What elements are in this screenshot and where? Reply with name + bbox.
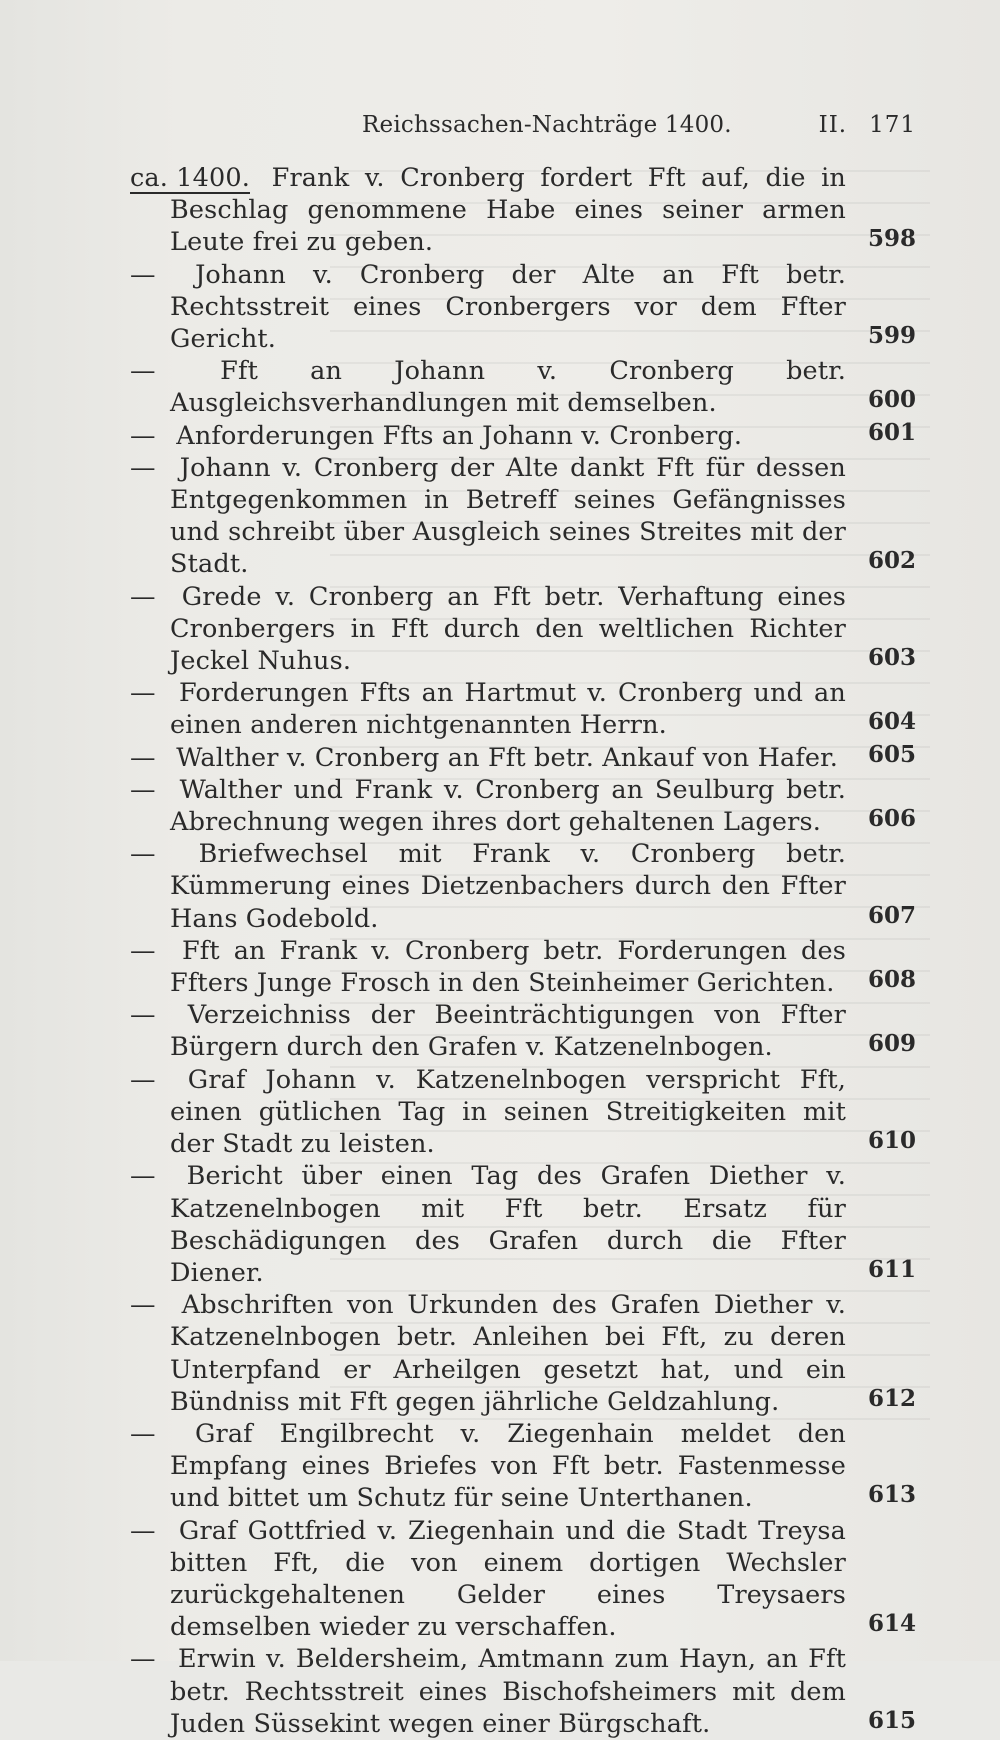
entry-text: Briefwechsel mit Frank v. Cronberg betr. Kümmerung eines Dietzenbachers durch den Ffter Hans Godebold.	[170, 839, 847, 934]
entry-number: 602	[867, 547, 916, 575]
entry-text: Grede v. Cronberg an Fft betr. Verhaftung eines Cronbergers in Fft durch den weltlichen Richter Jeckel Nuhus.	[170, 581, 846, 677]
regest-entry	[130, 1643, 916, 1740]
regest-entry	[130, 677, 916, 741]
entry-text: Forderungen Ffts an Hartmut v. Cronberg und an einen anderen nichtgenannten Herrn.	[170, 678, 846, 741]
ditto-dash: —	[130, 1290, 156, 1321]
entry-number: 599	[867, 322, 916, 350]
regest-entry	[130, 1289, 916, 1418]
entry-text: Graf Johann v. Katzenelnbogen verspricht Fft, einen gütlichen Tag in seinen Streitigkeiten mit der Stadt zu leisten.	[170, 1064, 846, 1160]
ditto-dash: —	[130, 1418, 156, 1449]
entry-number: 598	[867, 225, 916, 253]
entry-text: Bericht über einen Tag des Grafen Diether v. Katzenelnbogen mit Fft betr. Ersatz für Beschädigungen des Grafen durch die Ffter Diener.	[170, 1161, 846, 1288]
entry-text: Graf Engilbrecht v. Ziegenhain meldet den Empfang eines Briefes von Fft betr. Fastenmesse und bittet um Schutz für seine Unterthanen.	[170, 1418, 846, 1514]
entry-number: 607	[867, 901, 916, 929]
regest-entry	[130, 999, 916, 1063]
ditto-dash: —	[130, 678, 156, 709]
ditto-dash: —	[130, 742, 156, 773]
entry-number: 603	[867, 644, 916, 672]
entry-text: Fft an Frank v. Cronberg betr. Forderungen des Ffters Junge Frosch in den Steinheimer Gerichten.	[170, 935, 846, 999]
ditto-dash: —	[130, 259, 156, 290]
page-header	[130, 112, 916, 146]
entry-text: Verzeichniss der Beeinträchtigungen von Ffter Bürgern durch den Grafen v. Katzenelnbogen.	[170, 1000, 846, 1063]
ditto-dash: —	[130, 839, 156, 870]
regest-entry	[130, 452, 916, 581]
entry-number: 610	[867, 1127, 916, 1155]
running-title: Reichssachen-Nachträge 1400.	[362, 112, 732, 138]
entry-number: 600	[867, 386, 916, 414]
entry-text: Walther v. Cronberg an Fft betr. Ankauf von Hafer.	[176, 742, 838, 773]
regest-list	[130, 162, 916, 1740]
entry-text: Erwin v. Beldersheim, Amtmann zum Hayn, an Fft betr. Rechtsstreit eines Bischofsheimers mit dem Juden Süssekint wegen einer Bürgschaft.	[170, 1644, 846, 1739]
regest-entry	[130, 742, 916, 774]
regest-entry	[130, 1064, 916, 1161]
entry-number: 606	[867, 805, 916, 833]
entry-text: Johann v. Cronberg der Alte dankt Fft für dessen Entgegenkommen in Betreff seines Gefängnisses und schreibt über Ausgleich seines Streites mit der Stadt.	[170, 452, 846, 580]
ditto-dash: —	[130, 1064, 156, 1095]
ditto-dash: —	[130, 1161, 156, 1192]
regest-entry	[130, 420, 916, 452]
entry-number: 613	[867, 1481, 916, 1509]
ditto-dash: —	[130, 1000, 156, 1031]
regest-entry	[130, 162, 916, 259]
regest-entry	[130, 581, 916, 678]
regest-entry	[130, 774, 916, 838]
entry-text: Anforderungen Ffts an Johann v. Cronberg.	[176, 420, 743, 451]
regest-entry	[130, 1160, 916, 1289]
regest-entry	[130, 838, 916, 935]
ditto-dash: —	[130, 935, 156, 966]
entry-date: ca. 1400.	[130, 163, 251, 193]
page-reference	[819, 112, 916, 138]
ditto-dash: —	[130, 774, 156, 805]
ditto-dash: —	[130, 420, 156, 451]
entry-number: 614	[867, 1610, 916, 1638]
entry-number: 615	[867, 1706, 916, 1734]
entry-text: Abschriften von Urkunden des Grafen Diether v. Katzenelnbogen betr. Anleihen bei Fft, zu deren Unterpfand er Arheilgen gesetzt hat, und ein Bündniss mit Fft gegen jährliche Geldzahlung.	[170, 1290, 846, 1417]
regest-entry	[130, 259, 916, 356]
ditto-dash: —	[130, 1644, 156, 1675]
entry-text: Frank v. Cronberg fordert Fft auf, die in Beschlag genommene Habe eines seiner armen Leute frei zu geben.	[170, 163, 846, 258]
ditto-dash: —	[130, 1515, 156, 1546]
entry-number: 612	[867, 1384, 916, 1412]
regest-entry	[130, 1418, 916, 1515]
regest-entry	[130, 355, 916, 419]
entry-text: Graf Gottfried v. Ziegenhain und die Stadt Treysa bitten Fft, die von einem dortigen Wechsler zurückgehaltenen Gelder eines Treysaers demselben wieder zu verschaffen.	[170, 1515, 846, 1643]
page-number: 171	[869, 112, 916, 138]
entry-number: 611	[867, 1255, 916, 1283]
entry-text: Fft an Johann v. Cronberg betr. Ausgleichsverhandlungen mit demselben.	[170, 356, 846, 419]
ditto-dash: —	[130, 452, 156, 483]
ditto-dash: —	[130, 356, 156, 387]
entry-number: 601	[867, 418, 916, 446]
regest-entry	[130, 935, 916, 999]
entry-number: 609	[867, 1030, 916, 1058]
entry-text: Walther und Frank v. Cronberg an Seulburg betr. Abrechnung wegen ihres dort gehaltenen Lagers.	[170, 774, 846, 838]
entry-number: 608	[867, 966, 916, 994]
section-number: II.	[818, 112, 848, 138]
entry-number: 604	[867, 708, 916, 736]
ditto-dash: —	[130, 581, 156, 612]
entry-text: Johann v. Cronberg der Alte an Fft betr. Rechtsstreit eines Cronbergers vor dem Ffter Gericht.	[170, 259, 846, 355]
entry-number: 605	[867, 740, 916, 768]
regest-entry	[130, 1515, 916, 1644]
